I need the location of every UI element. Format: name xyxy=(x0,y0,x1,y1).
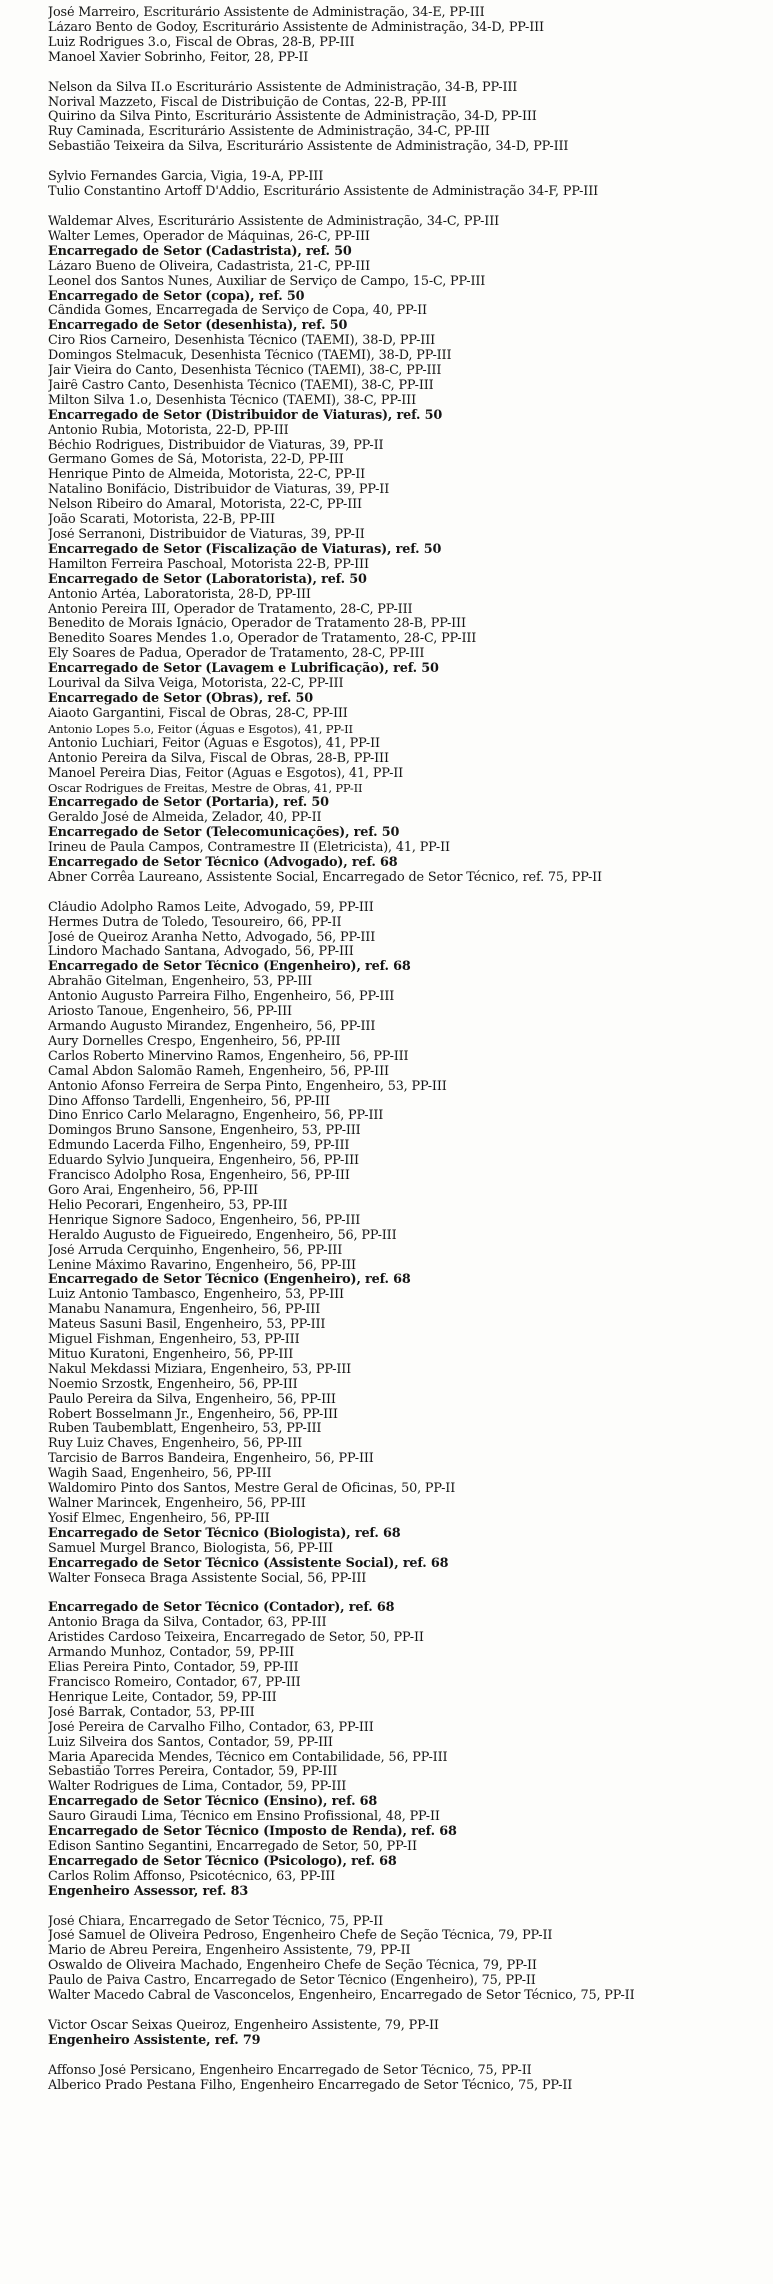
roster-entry: Mituo Kuratoni, Engenheiro, 56, PP-III xyxy=(48,1347,294,1362)
roster-entry: Lenine Máximo Ravarino, Engenheiro, 56, PP-III xyxy=(48,1258,356,1273)
roster-entry: Milton Silva 1.o, Desenhista Técnico (TAEMI), 38-C, PP-III xyxy=(48,393,416,408)
roster-entry: Carlos Roberto Minervino Ramos, Engenheiro, 56, PP-III xyxy=(48,1049,409,1064)
entry-group xyxy=(48,1601,765,1899)
roster-entry: Miguel Fishman, Engenheiro, 53, PP-III xyxy=(48,1333,300,1348)
roster-entry: Lindoro Machado Santana, Advogado, 56, PP-III xyxy=(48,945,354,960)
roster-entry: Henrique Signore Sadoco, Engenheiro, 56, PP-III xyxy=(48,1213,361,1228)
roster-entry: Helio Pecorari, Engenheiro, 53, PP-III xyxy=(48,1198,288,1213)
roster-entry: Leonel dos Santos Nunes, Auxiliar de Serviço de Campo, 15-C, PP-III xyxy=(48,274,486,289)
entry-group xyxy=(48,1915,765,2004)
roster-entry: Edmundo Lacerda Filho, Engenheiro, 59, PP-III xyxy=(48,1139,350,1154)
roster-entry: Domingos Bruno Sansone, Engenheiro, 53, PP-III xyxy=(48,1124,361,1139)
roster-entry: Oscar Rodrigues de Freitas, Mestre de Obras, 41, PP-II xyxy=(48,781,363,796)
roster-entry: Ciro Rios Carneiro, Desenhista Técnico (TAEMI), 38-D, PP-III xyxy=(48,334,436,349)
entry-group xyxy=(48,215,765,886)
roster-entry: Aury Dornelles Crespo, Engenheiro, 56, PP-III xyxy=(48,1034,341,1049)
roster-entry: Walter Fonseca Braga Assistente Social, 56, PP-III xyxy=(48,1571,367,1586)
roster-entry: Ariosto Tanoue, Engenheiro, 56, PP-III xyxy=(48,1005,292,1020)
roster-entry: Cláudio Adolpho Ramos Leite, Advogado, 59, PP-III xyxy=(48,900,374,915)
roster-entry: José Chiara, Encarregado de Setor Técnico, 75, PP-II xyxy=(48,1914,384,1929)
roster-entry: Antonio Afonso Ferreira de Serpa Pinto, Engenheiro, 53, PP-III xyxy=(48,1079,447,1094)
roster-entry: Aiaoto Gargantini, Fiscal de Obras, 28-C, PP-III xyxy=(48,706,348,721)
section-heading: Encarregado de Setor (Fiscalização de Viaturas), ref. 50 xyxy=(48,542,442,557)
roster-entry: Lázaro Bueno de Oliveira, Cadastrista, 21-C, PP-III xyxy=(48,259,370,274)
roster-entry: Antonio Pereira III, Operador de Tratamento, 28-C, PP-III xyxy=(48,602,413,617)
entry-group xyxy=(48,901,765,1587)
roster-entry: Elias Pereira Pinto, Contador, 59, PP-III xyxy=(48,1661,299,1676)
section-heading: Encarregado de Setor (Distribuidor de Viaturas), ref. 50 xyxy=(48,408,443,423)
roster-entry: Eduardo Sylvio Junqueira, Engenheiro, 56, PP-III xyxy=(48,1154,359,1169)
section-heading: Encarregado de Setor Técnico (Biologista), ref. 68 xyxy=(48,1526,401,1541)
roster-entry: Luiz Silveira dos Santos, Contador, 59, PP-III xyxy=(48,1735,333,1750)
roster-entry: Walter Rodrigues de Lima, Contador, 59, PP-III xyxy=(48,1780,347,1795)
roster-entry: Geraldo José de Almeida, Zelador, 40, PP-II xyxy=(48,811,322,826)
roster-entry: Lázaro Bento de Godoy, Escriturário Assistente de Administração, 34-D, PP-III xyxy=(48,20,544,35)
roster-entry: Henrique Pinto de Almeida, Motorista, 22-C, PP-II xyxy=(48,468,366,483)
roster-entry: Sebastião Teixeira da Silva, Escriturário Assistente de Administração, 34-D, PP-III xyxy=(48,139,569,155)
roster-entry: Ely Soares de Padua, Operador de Tratamento, 28-C, PP-III xyxy=(48,647,425,662)
section-heading: Engenheiro Assistente, ref. 79 xyxy=(48,2033,261,2048)
roster-entry: Ruy Luiz Chaves, Engenheiro, 56, PP-III xyxy=(48,1437,303,1452)
roster-entry: José Pereira de Carvalho Filho, Contador, 63, PP-III xyxy=(48,1720,374,1735)
roster-entry: Sauro Giraudi Lima, Técnico em Ensino Profissional, 48, PP-II xyxy=(48,1810,440,1825)
section-heading: Encarregado de Setor (Portaria), ref. 50 xyxy=(48,796,329,811)
roster-entry: Heraldo Augusto de Figueiredo, Engenheiro, 56, PP-III xyxy=(48,1228,397,1243)
entry-group xyxy=(48,2019,765,2049)
roster-entry: Nelson Ribeiro do Amaral, Motorista, 22-C, PP-III xyxy=(48,498,362,513)
roster-entry: Oswaldo de Oliveira Machado, Engenheiro Chefe de Seção Técnica, 79, PP-II xyxy=(48,1959,537,1974)
roster-entry: Mateus Sasuni Basil, Engenheiro, 53, PP-III xyxy=(48,1318,326,1333)
roster-entry: Abrahão Gitelman, Engenheiro, 53, PP-III xyxy=(48,975,312,990)
roster-entry: Antonio Braga da Silva, Contador, 63, PP-III xyxy=(48,1616,327,1631)
section-heading: Encarregado de Setor Técnico (Ensino), ref. 68 xyxy=(48,1795,378,1810)
roster-entry: Benedito Soares Mendes 1.o, Operador de Tratamento, 28-C, PP-III xyxy=(48,632,477,647)
entry-group xyxy=(48,170,765,200)
section-heading: Encarregado de Setor (Laboratorista), ref. 50 xyxy=(48,572,367,587)
roster-entry: Antonio Pereira da Silva, Fiscal de Obras, 28-B, PP-III xyxy=(48,751,389,766)
roster-entry: Francisco Adolpho Rosa, Engenheiro, 56, PP-III xyxy=(48,1169,350,1184)
roster-entry: Paulo Pereira da Silva, Engenheiro, 56, PP-III xyxy=(48,1392,336,1407)
roster-entry: Goro Arai, Engenheiro, 56, PP-III xyxy=(48,1183,258,1198)
roster-entry: Manoel Xavier Sobrinho, Feitor, 28, PP-II xyxy=(48,50,309,65)
roster-entry: Edison Santino Segantini, Encarregado de Setor, 50, PP-II xyxy=(48,1839,417,1854)
roster-entry: Luiz Antonio Tambasco, Engenheiro, 53, PP-III xyxy=(48,1288,344,1303)
roster-entry: José Marreiro, Escriturário Assistente de Administração, 34-E, PP-III xyxy=(48,6,485,20)
roster-entry: Antonio Rubia, Motorista, 22-D, PP-III xyxy=(48,423,289,438)
roster-entry: Camal Abdon Salomão Rameh, Engenheiro, 56, PP-III xyxy=(48,1064,389,1079)
roster-entry: Benedito de Morais Ignácio, Operador de Tratamento 28-B, PP-III xyxy=(48,617,466,632)
roster-entry: Carlos Rolim Affonso, Psicotécnico, 63, PP-III xyxy=(48,1869,336,1884)
roster-entry: Béchio Rodrigues, Distribuidor de Viaturas, 39, PP-II xyxy=(48,438,384,453)
section-heading: Encarregado de Setor (copa), ref. 50 xyxy=(48,289,305,304)
section-heading: Encarregado de Setor (Lavagem e Lubrificação), ref. 50 xyxy=(48,662,439,677)
roster-entry: Armando Augusto Mirandez, Engenheiro, 56, PP-III xyxy=(48,1020,376,1034)
roster-entry: Jair Vieira do Canto, Desenhista Técnico (TAEMI), 38-C, PP-III xyxy=(48,364,442,379)
roster-entry: José Samuel de Oliveira Pedroso, Engenheiro Chefe de Seção Técnica, 79, PP-II xyxy=(48,1929,553,1944)
roster-entry: Tulio Constantino Artoff D'Addio, Escriturário Assistente de Administração 34-F, PP-III xyxy=(48,184,599,200)
roster-entry: Francisco Romeiro, Contador, 67, PP-III xyxy=(48,1675,301,1690)
roster-entry: Antonio Lopes 5.o, Feitor (Águas e Esgotos), 41, PP-II xyxy=(48,721,353,736)
roster-entry: Antonio Luchiari, Feitor (Águas e Esgotos), 41, PP-II xyxy=(48,736,380,751)
roster-entry: Tarcisio de Barros Bandeira, Engenheiro, 56, PP-III xyxy=(48,1452,374,1467)
section-heading: Encarregado de Setor (Obras), ref. 50 xyxy=(48,691,313,706)
section-heading: Encarregado de Setor Técnico (Engenheiro), ref. 68 xyxy=(48,1273,411,1288)
roster-entry: Quirino da Silva Pinto, Escriturário Assistente de Administração, 34-D, PP-III xyxy=(48,110,537,125)
section-heading: Encarregado de Setor (desenhista), ref. 50 xyxy=(48,319,348,334)
roster-entry: Ruben Taubemblatt, Engenheiro, 53, PP-III xyxy=(48,1422,322,1437)
roster-entry: José de Queiroz Aranha Netto, Advogado, 56, PP-III xyxy=(48,930,376,945)
section-heading: Encarregado de Setor Técnico (Engenheiro), ref. 68 xyxy=(48,960,411,975)
roster-entry: Samuel Murgel Branco, Biologista, 56, PP-III xyxy=(48,1541,333,1556)
roster-entry: Domingos Stelmacuk, Desenhista Técnico (TAEMI), 38-D, PP-III xyxy=(48,349,452,364)
roster-entry: Cândida Gomes, Encarregada de Serviço de Copa, 40, PP-II xyxy=(48,304,427,319)
roster-entry: Henrique Leite, Contador, 59, PP-III xyxy=(48,1690,277,1705)
roster-entry: Affonso José Persicano, Engenheiro Encarregado de Setor Técnico, 75, PP-II xyxy=(48,2063,532,2078)
section-heading: Encarregado de Setor Técnico (Imposto de Renda), ref. 68 xyxy=(48,1825,457,1840)
roster-entry: Aristides Cardoso Teixeira, Encarregado de Setor, 50, PP-II xyxy=(48,1631,424,1646)
roster-entry: Mario de Abreu Pereira, Engenheiro Assistente, 79, PP-II xyxy=(48,1944,411,1959)
roster-entry: Norival Mazzeto, Fiscal de Distribuição de Contas, 22-B, PP-III xyxy=(48,95,447,110)
section-heading: Encarregado de Setor Técnico (Psicologo), ref. 68 xyxy=(48,1854,397,1869)
roster-entry: Yosif Elmec, Engenheiro, 56, PP-III xyxy=(48,1511,270,1526)
roster-entry: Walter Macedo Cabral de Vasconcelos, Engenheiro, Encarregado de Setor Técnico, 75, PP-II xyxy=(48,1988,635,2004)
roster-entry: Maria Aparecida Mendes, Técnico em Contabilidade, 56, PP-III xyxy=(48,1750,448,1765)
roster-entry: Waldemar Alves, Escriturário Assistente de Administração, 34-C, PP-III xyxy=(48,214,500,229)
roster-entry: Hermes Dutra de Toledo, Tesoureiro, 66, PP-II xyxy=(48,915,342,930)
entry-group xyxy=(48,6,765,66)
roster-entry: Luiz Rodrigues 3.o, Fiscal de Obras, 28-B, PP-III xyxy=(48,35,355,50)
roster-entry: Paulo de Paiva Castro, Encarregado de Setor Técnico (Engenheiro), 75, PP-II xyxy=(48,1974,536,1989)
section-heading: Encarregado de Setor Técnico (Assistente Social), ref. 68 xyxy=(48,1556,449,1571)
section-heading: Encarregado de Setor Técnico (Advogado), ref. 68 xyxy=(48,855,398,870)
roster-entry: João Scarati, Motorista, 22-B, PP-III xyxy=(48,513,275,528)
roster-entry: Abner Corrêa Laureano, Assistente Social, Encarregado de Setor Técnico, ref. 75, PP-II xyxy=(48,869,602,885)
roster-entry: José Barrak, Contador, 53, PP-III xyxy=(48,1705,255,1720)
roster-entry: Jairê Castro Canto, Desenhista Técnico (TAEMI), 38-C, PP-III xyxy=(48,378,434,393)
roster-entry: Antonio Artéa, Laboratorista, 28-D, PP-III xyxy=(48,587,311,602)
roster-entry: Victor Oscar Seixas Queiroz, Engenheiro Assistente, 79, PP-II xyxy=(48,2019,439,2033)
roster-entry: Walner Marincek, Engenheiro, 56, PP-III xyxy=(48,1497,306,1511)
roster-entry: Natalino Bonifácio, Distribuidor de Viaturas, 39, PP-II xyxy=(48,483,390,498)
roster-entry: Hamilton Ferreira Paschoal, Motorista 22-B, PP-III xyxy=(48,557,369,572)
roster-entry: Nakul Mekdassi Miziara, Engenheiro, 53, PP-III xyxy=(48,1362,352,1377)
roster-entry: Lourival da Silva Veiga, Motorista, 22-C, PP-III xyxy=(48,677,344,692)
roster-entry: Dino Enrico Carlo Melaragno, Engenheiro, 56, PP-III xyxy=(48,1109,384,1124)
roster-entry: Robert Bosselmann Jr., Engenheiro, 56, PP-III xyxy=(48,1407,338,1422)
roster-entry: Irineu de Paula Campos, Contramestre II (Eletricista), 41, PP-II xyxy=(48,841,450,856)
roster-entry: Nelson da Silva II.o Escriturário Assistente de Administração, 34-B, PP-III xyxy=(48,80,518,95)
roster-entry: Sylvio Fernandes Garcia, Vigia, 19-A, PP-III xyxy=(48,170,324,185)
roster-entry: Manoel Pereira Dias, Feitor (Águas e Esgotos), 41, PP-II xyxy=(48,766,404,781)
roster-entry: Armando Munhoz, Contador, 59, PP-III xyxy=(48,1646,295,1661)
roster-entry: Waldomiro Pinto dos Santos, Mestre Geral de Oficinas, 50, PP-II xyxy=(48,1482,456,1497)
roster-entry: José Serranoni, Distribuidor de Viaturas, 39, PP-II xyxy=(48,528,365,542)
roster-entry: Manabu Nanamura, Engenheiro, 56, PP-III xyxy=(48,1303,321,1318)
entry-group xyxy=(48,2064,765,2094)
roster-entry: Germano Gomes de Sá, Motorista, 22-D, PP-III xyxy=(48,453,344,468)
roster-entry: José Arruda Cerquinho, Engenheiro, 56, PP-III xyxy=(48,1243,343,1258)
section-heading: Engenheiro Assessor, ref. 83 xyxy=(48,1884,249,1899)
roster-entry: Walter Lemes, Operador de Máquinas, 26-C, PP-III xyxy=(48,229,370,244)
roster-entry: Antonio Augusto Parreira Filho, Engenheiro, 56, PP-III xyxy=(48,990,395,1005)
section-heading: Encarregado de Setor (Cadastrista), ref. 50 xyxy=(48,244,352,259)
roster-entry: Wagih Saad, Engenheiro, 56, PP-III xyxy=(48,1467,272,1482)
roster-entry: Ruy Caminada, Escriturário Assistente de Administração, 34-C, PP-III xyxy=(48,125,490,140)
roster-entry: Sebastião Torres Pereira, Contador, 59, PP-III xyxy=(48,1765,338,1780)
section-heading: Encarregado de Setor (Telecomunicações), ref. 50 xyxy=(48,826,400,841)
section-heading: Encarregado de Setor Técnico (Contador), ref. 68 xyxy=(48,1601,395,1616)
roster-entry: Noemio Srzostk, Engenheiro, 56, PP-III xyxy=(48,1377,298,1392)
entry-group xyxy=(48,81,765,156)
roster-entry: Dino Affonso Tardelli, Engenheiro, 56, PP-III xyxy=(48,1094,330,1109)
roster-entry: Alberico Prado Pestana Filho, Engenheiro Encarregado de Setor Técnico, 75, PP-II xyxy=(48,2077,573,2093)
